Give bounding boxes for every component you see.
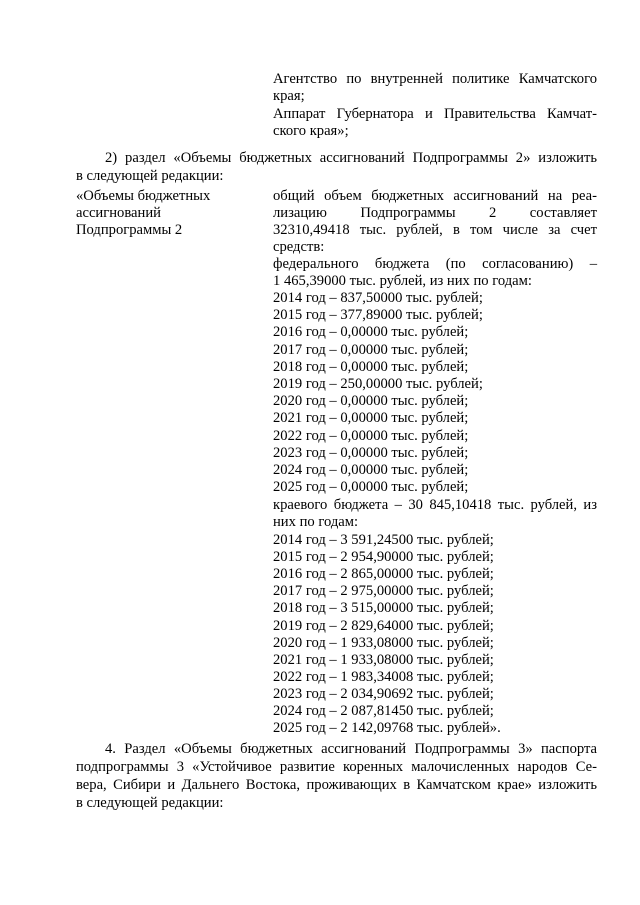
top-line: края; bbox=[273, 88, 305, 104]
paragraph-line: 4. Раздел «Объемы бюджетных ассигнований Подпрограммы 3» паспорта bbox=[105, 741, 597, 757]
paragraph-line: в следующей редакции: bbox=[76, 168, 224, 184]
year-line: 2023 год – 0,00000 тыс. рублей; bbox=[273, 444, 469, 461]
year-line: 2015 год – 2 954,90000 тыс. рублей; bbox=[273, 549, 494, 566]
year-line: 2019 год – 250,00000 тыс. рублей; bbox=[273, 376, 483, 392]
year-line: 2016 год – 2 865,00000 тыс. рублей; bbox=[273, 566, 494, 583]
regional-line: них по годам: bbox=[273, 514, 359, 530]
year-line: 2019 год – 2 829,64000 тыс. рублей; bbox=[273, 617, 494, 634]
total-line: средств: bbox=[273, 239, 325, 255]
year-line: 2017 год – 2 975,00000 тыс. рублей; bbox=[273, 583, 494, 600]
federal-line: федерального бюджета (по согласованию) – bbox=[273, 256, 597, 272]
year-line: 2022 год – 1 983,34008 тыс. рублей; bbox=[273, 668, 494, 685]
paragraph-line: вера, Сибири и Дальнего Востока, проживающих в Камчатском крае» изложить bbox=[76, 777, 597, 793]
year-line: 2015 год – 377,89000 тыс. рублей; bbox=[273, 307, 483, 324]
regional-line: краевого бюджета – 30 845,10418 тыс. рублей, из bbox=[273, 497, 597, 513]
year-line: 2018 год – 0,00000 тыс. рублей; bbox=[273, 358, 469, 375]
label-line: «Объемы бюджетных bbox=[76, 188, 211, 204]
top-line: Агентство по внутренней политике Камчатского bbox=[273, 71, 597, 87]
year-line: 2024 год – 2 087,81450 тыс. рублей; bbox=[273, 703, 494, 719]
year-line: 2018 год – 3 515,00000 тыс. рублей; bbox=[273, 600, 494, 617]
top-line: Аппарат Губернатора и Правительства Камчат- bbox=[273, 106, 597, 122]
year-line: 2021 год – 1 933,08000 тыс. рублей; bbox=[273, 651, 494, 668]
label-line: Подпрограммы 2 bbox=[76, 222, 183, 238]
label-line: ассигнований bbox=[76, 205, 161, 221]
total-line: 32310,49418 тыс. рублей, в том числе за счет bbox=[273, 222, 597, 238]
total-line: лизацию Подпрограммы 2 составляет bbox=[273, 205, 597, 221]
top-line: ского края»; bbox=[273, 123, 349, 139]
year-line: 2021 год – 0,00000 тыс. рублей; bbox=[273, 410, 469, 427]
year-line: 2016 год – 0,00000 тыс. рублей; bbox=[273, 324, 469, 341]
total-line: общий объем бюджетных ассигнований на реа- bbox=[273, 188, 597, 204]
year-line: 2017 год – 0,00000 тыс. рублей; bbox=[273, 341, 469, 358]
year-line: 2025 год – 0,00000 тыс. рублей; bbox=[273, 479, 469, 496]
paragraph-line: в следующей редакции: bbox=[76, 795, 224, 811]
paragraph-line: подпрограммы 3 «Устойчивое развитие коренных малочисленных народов Се- bbox=[76, 759, 597, 775]
year-line: 2020 год – 0,00000 тыс. рублей; bbox=[273, 393, 469, 410]
year-line: 2020 год – 1 933,08000 тыс. рублей; bbox=[273, 634, 494, 651]
year-line: 2024 год – 0,00000 тыс. рублей; bbox=[273, 462, 469, 478]
year-line: 2023 год – 2 034,90692 тыс. рублей; bbox=[273, 685, 494, 702]
federal-line: 1 465,39000 тыс. рублей, из них по годам: bbox=[273, 273, 532, 289]
year-line: 2014 год – 3 591,24500 тыс. рублей; bbox=[273, 532, 494, 548]
year-line: 2022 год – 0,00000 тыс. рублей; bbox=[273, 427, 469, 444]
year-line: 2025 год – 2 142,09768 тыс. рублей». bbox=[273, 720, 501, 737]
paragraph-line: 2) раздел «Объемы бюджетных ассигнований Подпрограммы 2» изложить bbox=[105, 150, 597, 166]
year-line: 2014 год – 837,50000 тыс. рублей; bbox=[273, 290, 483, 306]
